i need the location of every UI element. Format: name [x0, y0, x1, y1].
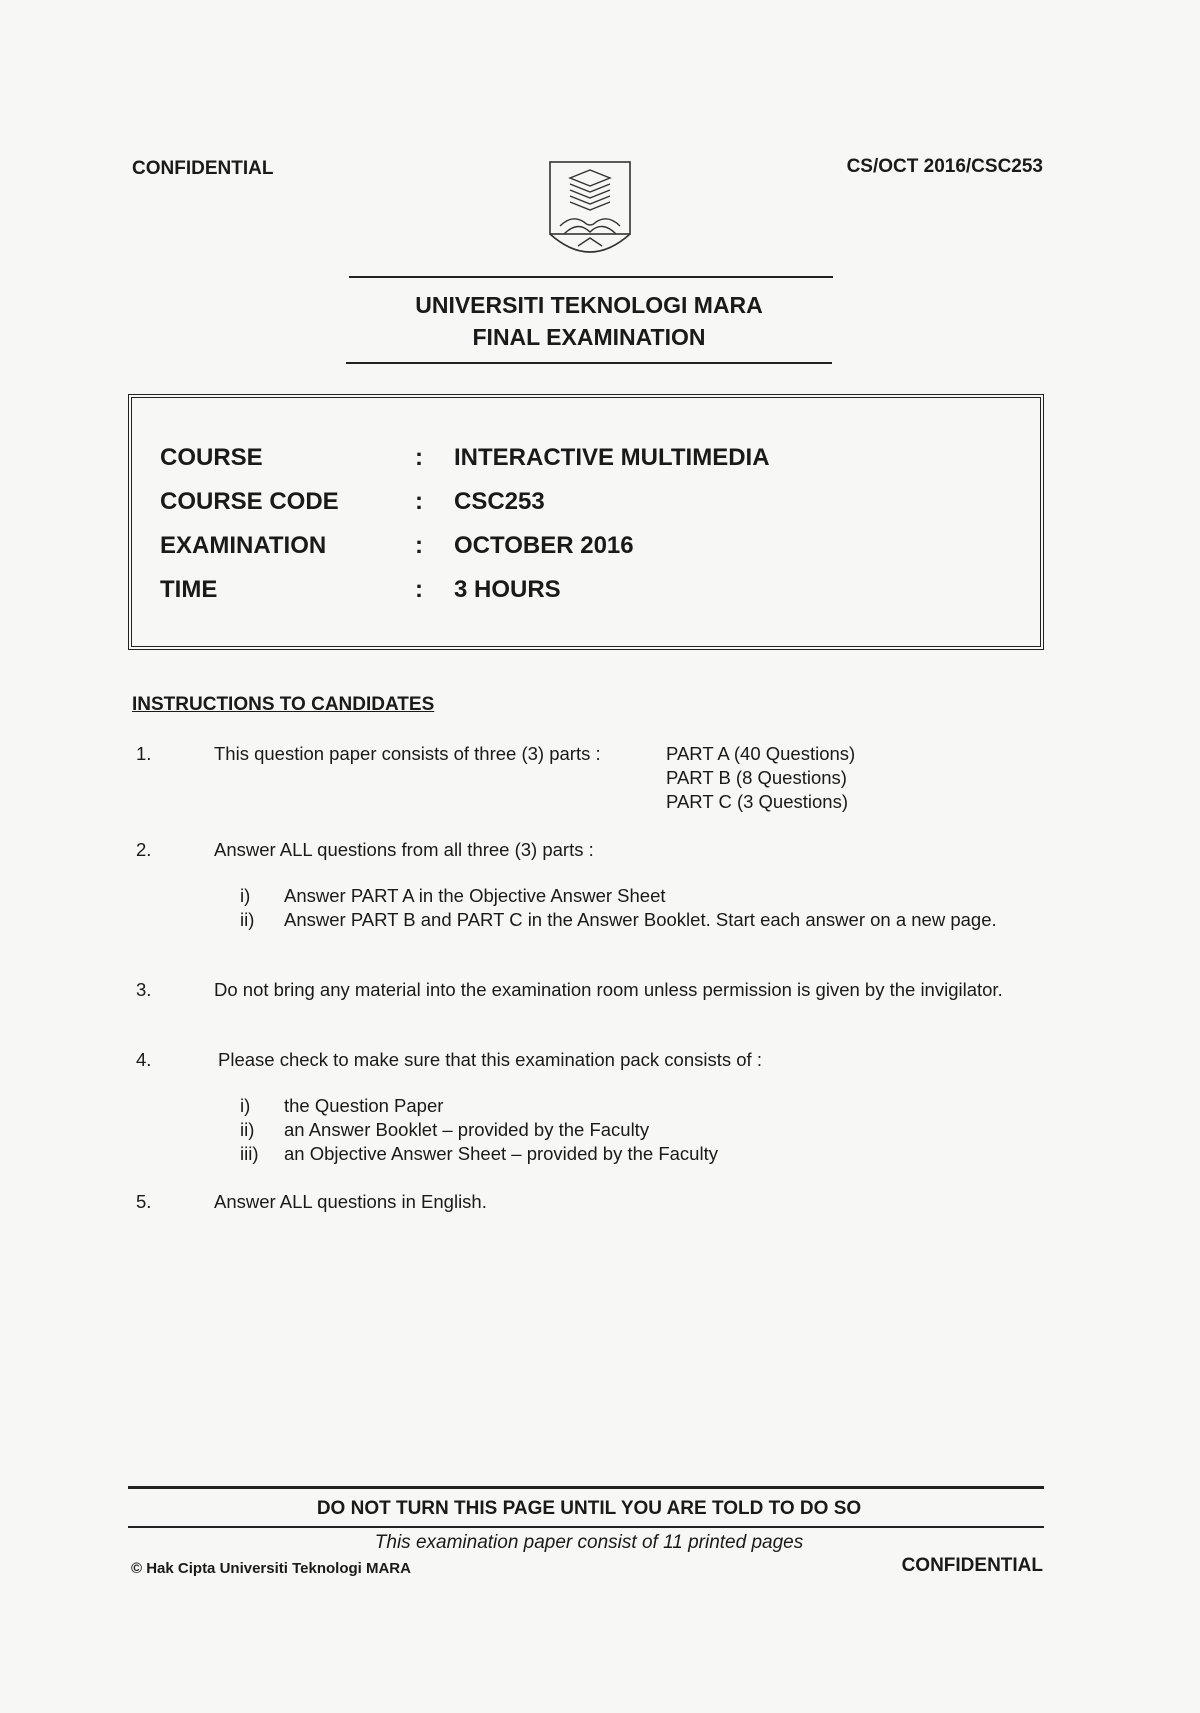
copyright-notice: © Hak Cipta Universiti Teknologi MARA: [131, 1560, 411, 1577]
instruction-number: 3.: [136, 979, 152, 1000]
sub-item-number: i): [240, 885, 251, 906]
time-separator: :: [415, 576, 423, 603]
instruction-number: 1.: [136, 743, 152, 764]
part-b-label: PART B (8 Questions): [666, 767, 847, 788]
part-a-label: PART A (40 Questions): [666, 743, 856, 764]
time-label: TIME: [160, 576, 218, 603]
course-code-separator: :: [415, 488, 423, 515]
sub-item-text: an Objective Answer Sheet – provided by the Faculty: [284, 1143, 718, 1164]
instruction-number: 5.: [136, 1191, 152, 1212]
course-code-value: CSC253: [454, 488, 545, 515]
sub-item-number: ii): [240, 1119, 255, 1140]
sub-item-number: i): [240, 1095, 251, 1116]
course-separator: :: [415, 444, 423, 471]
university-logo: [548, 160, 632, 266]
printed-pages-note: This examination paper consist of 11 printed pages: [374, 1532, 804, 1553]
examination-label: EXAMINATION: [160, 532, 327, 559]
instruction-text: Do not bring any material into the examination room unless permission is given by the invigilator.: [214, 979, 1003, 1000]
do-not-turn-warning: DO NOT TURN THIS PAGE UNTIL YOU ARE TOLD TO DO SO: [316, 1498, 862, 1519]
instruction-number: 2.: [136, 839, 152, 860]
instruction-text: Answer ALL questions from all three (3) parts :: [214, 839, 594, 860]
course-code-label: COURSE CODE: [160, 488, 339, 515]
sub-item-text: the Question Paper: [284, 1095, 444, 1116]
instructions-title: INSTRUCTIONS TO CANDIDATES: [132, 694, 435, 715]
sub-item-number: iii): [240, 1143, 259, 1164]
instruction-text: This question paper consists of three (3) parts :: [214, 743, 601, 764]
header-course-ref: CS/OCT 2016/CSC253: [846, 156, 1043, 177]
sub-item-text: Answer PART B and PART C in the Answer Booklet. Start each answer on a new page.: [284, 909, 997, 930]
course-info-box: [128, 394, 1044, 650]
instruction-text: Answer ALL questions in English.: [214, 1191, 487, 1212]
header-confidential: CONFIDENTIAL: [132, 158, 274, 179]
exam-type: FINAL EXAMINATION: [472, 324, 706, 350]
sub-item-text: Answer PART A in the Objective Answer Sheet: [284, 885, 666, 906]
course-value: INTERACTIVE MULTIMEDIA: [454, 444, 770, 471]
footer-confidential: CONFIDENTIAL: [901, 1555, 1043, 1576]
examination-value: OCTOBER 2016: [454, 532, 634, 559]
course-label: COURSE: [160, 444, 263, 471]
instruction-number: 4.: [136, 1049, 152, 1070]
part-c-label: PART C (3 Questions): [666, 791, 848, 812]
sub-item-number: ii): [240, 909, 255, 930]
university-name: UNIVERSITI TEKNOLOGI MARA: [415, 292, 763, 318]
examination-separator: :: [415, 532, 423, 559]
instruction-text: Please check to make sure that this examination pack consists of :: [218, 1049, 762, 1070]
sub-item-text: an Answer Booklet – provided by the Faculty: [284, 1119, 650, 1140]
time-value: 3 HOURS: [454, 576, 561, 603]
